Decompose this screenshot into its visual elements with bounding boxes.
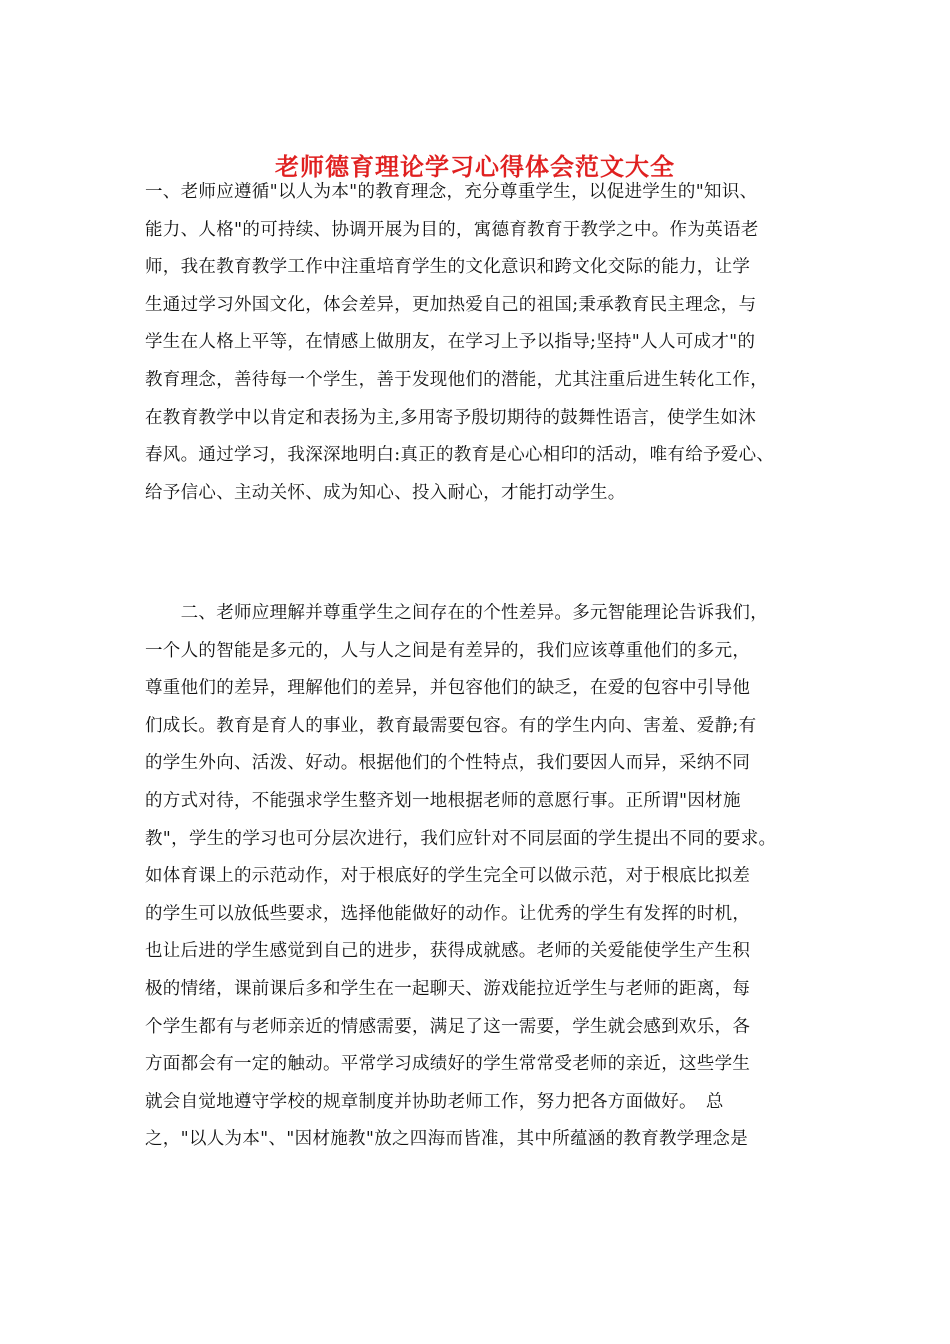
paragraph-2-line: 的学生可以放低些要求，选择他能做好的动作。让优秀的学生有发挥的时机， <box>145 903 751 924</box>
paragraph-2-line: 的学生外向、活泼、好动。根据他们的个性特点，我们要因人而异，采纳不同 <box>145 753 751 774</box>
paragraph-2-line: 的方式对待，不能强求学生整齐划一地根据老师的意愿行事。正所谓"因材施 <box>145 790 741 811</box>
paragraph-2-line: 二、老师应理解并尊重学生之间存在的个性差异。多元智能理论告诉我们， <box>145 603 768 623</box>
paragraph-2-line: 教"，学生的学习也可分层次进行，我们应针对不同层面的学生提出不同的要求。 <box>145 828 777 849</box>
paragraph-2-line: 一个人的智能是多元的，人与人之间是有差异的，我们应该尊重他们的多元， <box>145 640 751 661</box>
paragraph-2-line: 尊重他们的差异，理解他们的差异，并包容他们的缺乏，在爱的包容中引导他 <box>145 678 751 699</box>
paragraph-1-line: 生通过学习外国文化，体会差异，更加热爱自己的祖国;秉承教育民主理念，与 <box>145 294 757 315</box>
paragraph-2-line: 方面都会有一定的触动。平常学习成绩好的学生常常受老师的亲近，这些学生 <box>145 1054 751 1075</box>
paragraph-2-line: 之，"以人为本"、"因材施教"放之四海而皆准，其中所蕴涵的教育教学理念是 <box>145 1129 748 1150</box>
paragraph-2-line: 也让后进的学生感觉到自己的进步，获得成就感。老师的关爱能使学生产生积 <box>145 941 751 962</box>
paragraph-1-line: 师，我在教育教学工作中注重培育学生的文化意识和跨文化交际的能力，让学 <box>145 257 751 278</box>
paragraph-1-line: 在教育教学中以肯定和表扬为主,多用寄予殷切期待的鼓舞性语言，使学生如沐 <box>145 407 757 428</box>
document-title: 老师德育理论学习心得体会范文大全 <box>275 152 675 181</box>
paragraph-2 <box>145 595 835 1159</box>
paragraph-2-line: 极的情绪，课前课后多和学生在一起聊天、游戏能拉近学生与老师的距离，每 <box>145 978 751 999</box>
paragraph-2-line: 个学生都有与老师亲近的情感需要，满足了这一需要，学生就会感到欢乐，各 <box>145 1016 751 1037</box>
paragraph-1-line: 一、老师应遵循"以人为本"的教育理念，充分尊重学生，以促进学生的"知识、 <box>145 182 758 202</box>
paragraph-2-line: 就会自觉地遵守学校的规章制度并协助老师工作，努力把各方面做好。 总 <box>145 1091 724 1112</box>
paragraph-2-line: 如体育课上的示范动作，对于根底好的学生完全可以做示范，对于根底比拟差 <box>145 866 751 887</box>
paragraph-1-line: 教育理念，善待每一个学生，善于发现他们的潜能，尤其注重后进生转化工作， <box>145 369 768 390</box>
paragraph-1-line: 春风。通过学习，我深深地明白:真正的教育是心心相印的活动，唯有给予爱心、 <box>145 445 775 466</box>
paragraph-1-line: 能力、人格"的可持续、协调开展为目的，寓德育教育于教学之中。作为英语老 <box>145 219 759 240</box>
paragraph-2-line: 们成长。教育是育人的事业，教育最需要包容。有的学生内向、害羞、爱静;有 <box>145 715 757 736</box>
paragraph-1-line: 学生在人格上平等，在情感上做朋友，在学习上予以指导;坚持"人人可成才"的 <box>145 332 756 353</box>
paragraph-1-line: 给予信心、主动关怀、成为知心、投入耐心，才能打动学生。 <box>145 482 626 503</box>
paragraph-1 <box>145 174 835 512</box>
